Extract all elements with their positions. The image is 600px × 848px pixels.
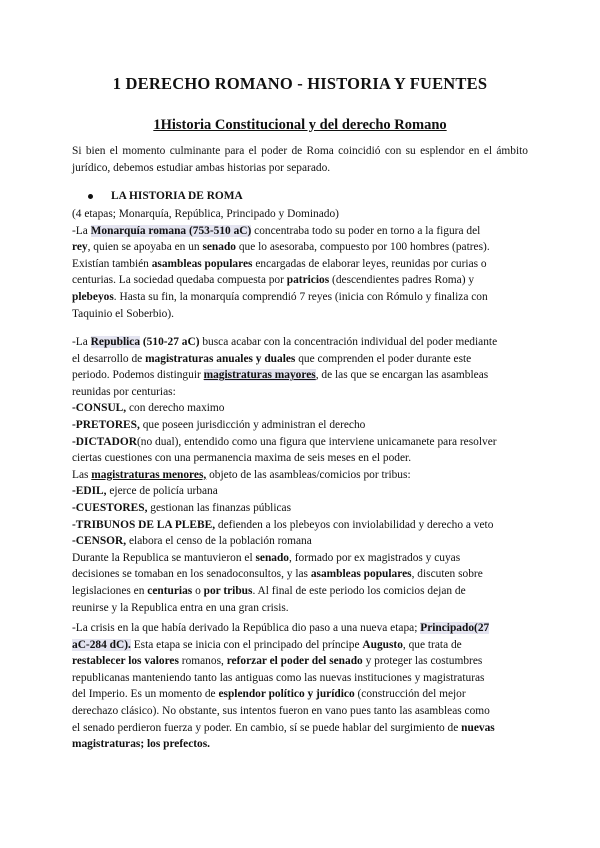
text-line: reunirse y la Republica entra en una gran crisis. [72, 601, 289, 614]
text-line: republicanas manteniendo tanto las antiguas como las nuevas instituciones y magistraturas [72, 671, 485, 684]
text-line: aC-284 dC). Esta etapa se inicia con el principado del príncipe Augusto, que trata de [72, 638, 462, 651]
monarquia-paragraph [72, 206, 528, 322]
consul-item: -CONSUL, con derecho maximo [72, 402, 225, 415]
pretores-item: -PRETORES, que poseen jurisdicción y administran el derecho [72, 418, 366, 431]
text-line: reunidas por centurias: [72, 385, 176, 398]
principado-paragraph [72, 620, 528, 753]
text-line: del Imperio. Es un momento de esplendor político y jurídico (construcción del mejor [72, 688, 466, 701]
text-line: Existían también asambleas populares encargadas de elaborar leyes, reunidas por curias o [72, 257, 487, 270]
text-line: plebeyos. Hasta su fin, la monarquía comprendió 7 reyes (inicia con Rómulo y finaliza con [72, 290, 488, 303]
text-line: derechazo clásico). No obstante, sus intentos fueron en vano pues tanto las asambleas como [72, 704, 490, 717]
text-line: periodo. Podemos distinguir magistraturas mayores, de las que se encargan las asambleas [72, 369, 489, 382]
text-line: el senado perdieron fuerza y poder. En cambio, sí se puede hablar del surgimiento de nuevas [72, 721, 495, 734]
tribunos-item: -TRIBUNOS DE LA PLEBE, defienden a los plebeyos con inviolabilidad y derecho a veto [72, 518, 494, 531]
text-line: restablecer los valores romanos, reforzar el poder del senado y proteger las costumbres [72, 655, 483, 668]
edil-item: -EDIL, ejerce de policía urbana [72, 485, 218, 498]
dictador-item: -DICTADOR(no dual), entendido como una figura que interviene unicamanete para resolver [72, 435, 497, 448]
text-line: -La Republica (510-27 aC) busca acabar con la concentración individual del poder mediante [72, 336, 498, 348]
text-line: -La Monarquía romana (753-510 aC) concentraba todo su poder en torno a la figura del [72, 224, 481, 237]
censor-item: -CENSOR, elabora el censo de la población romana [72, 535, 312, 548]
section-subtitle: 1Historia Constitucional y del derecho Romano [153, 117, 447, 133]
text-line: rey, quien se apoyaba en un senado que lo asesoraba, compuesto por 100 hombres (patres). [72, 241, 490, 254]
page-title: 1 DERECHO ROMANO - HISTORIA Y FUENTES [112, 74, 488, 93]
etapas-line: (4 etapas; Monarquía, República, Principado y Dominado) [72, 208, 339, 220]
bullet-dot-icon [88, 194, 93, 199]
republica-paragraph [72, 334, 528, 616]
text-line: ciertas cuestiones con una permanencia maxima de seis meses en el poder. [72, 452, 412, 465]
cuestores-item: -CUESTORES, gestionan las finanzas públicas [72, 501, 292, 514]
text-line: decisiones se tomaban en los senadoconsultos, y las asambleas populares, discuten sobre [72, 568, 483, 581]
intro-paragraph: Si bien el momento culminante para el poder de Roma coincidió con su esplendor en el ámbito jurídico, debemos estudiar ambas historias por separado. [72, 145, 528, 174]
text-line: Taquinio el Soberbio). [72, 307, 175, 320]
text-line: magistraturas; los prefectos. [72, 738, 211, 751]
text-line: centurias. La sociedad quedaba compuesta por patricios (descendientes padres Roma) y [72, 274, 475, 287]
text-line: legislaciones en centurias o por tribus. Al final de este periodo los comicios dejan de [72, 584, 466, 597]
text-line: Durante la Republica se mantuvieron el senado, formado por ex magistrados y cuyas [72, 551, 461, 564]
menores-line: Las magistraturas menores, objeto de las asambleas/comicios por tribus: [72, 468, 411, 481]
bullet-heading: LA HISTORIA DE ROMA [88, 190, 243, 202]
text-line: -La crisis en la que había derivado la República dio paso a una nueva etapa; Principado(27 [72, 622, 490, 634]
text-line: el desarrollo de magistraturas anuales y duales que comprenden el poder durante este [72, 352, 472, 365]
